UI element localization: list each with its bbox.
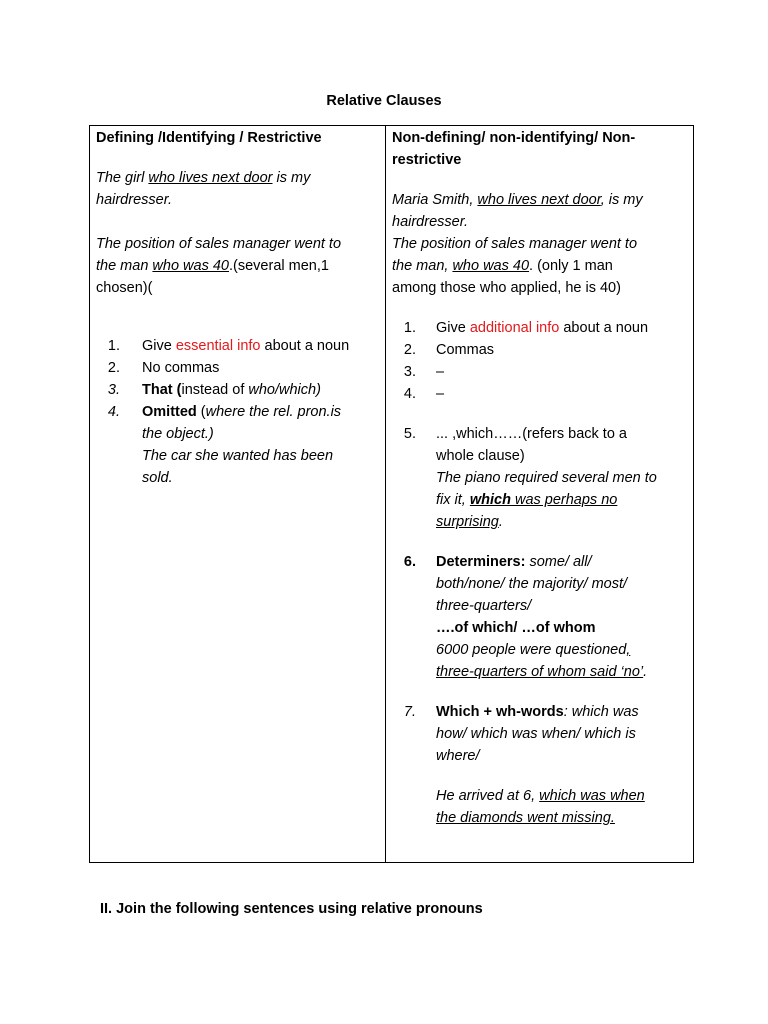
list-item-continuation: whole clause) (436, 448, 525, 464)
text: Non-defining/ non-identifying/ Non- (392, 130, 636, 146)
text: 6000 people were questioned (436, 642, 627, 658)
list-item: Commas (436, 342, 495, 358)
bold-text: That ( (142, 382, 182, 398)
list-item-continuation (436, 489, 617, 511)
text: , is my (600, 192, 643, 208)
list-item-continuation: The car she wanted has been (142, 448, 334, 464)
italic-text: : which was (563, 704, 639, 720)
list-item-continuation: the diamonds went missing. (436, 810, 615, 826)
underlined-clause: who lives next door (148, 170, 273, 186)
list-item-continuation: how/ which was when/ which is (436, 726, 636, 742)
list-item (436, 317, 648, 339)
list-item-continuation: three-quarters/ (436, 598, 532, 614)
list-item (436, 551, 592, 573)
non-defining-heading (392, 127, 635, 171)
list-item-continuation: ….of which/ …of whom (436, 620, 596, 636)
underlined-text: surprising (436, 514, 499, 530)
defining-column (90, 126, 386, 863)
text: instead of (181, 382, 249, 398)
defining-list (90, 335, 385, 495)
non-defining-example-1 (392, 189, 643, 233)
bold-text: Determiners: (436, 554, 526, 570)
text: about a noun (260, 338, 350, 354)
list-item-continuation: the object.) (142, 426, 214, 442)
text: fix it, (436, 492, 470, 508)
list-item: – (436, 386, 445, 402)
list-item-continuation (436, 639, 630, 661)
non-defining-column (386, 126, 694, 863)
underlined-text: three-quarters of whom said ‘no’ (436, 664, 644, 680)
list-item: ... ,which……(refers back to a (436, 426, 627, 442)
list-number: 1. (107, 338, 120, 354)
defining-example-2 (96, 233, 341, 299)
list-item (142, 335, 349, 357)
underlined-text: which was when (539, 788, 645, 804)
text: is my (272, 170, 311, 186)
list-item-continuation (436, 511, 503, 533)
list-item-continuation (436, 661, 647, 683)
list-item-continuation: sold. (142, 470, 173, 486)
list-item-continuation: The piano required several men to (436, 470, 657, 486)
underlined-text: , (626, 642, 631, 658)
list-number: 4. (403, 386, 416, 402)
text: The position of sales manager went to (96, 236, 342, 252)
list-item-continuation: where/ (436, 748, 480, 764)
defining-heading: Defining /Identifying / Restrictive (96, 130, 322, 146)
bold-text: Omitted (142, 404, 197, 420)
non-defining-example-2 (392, 233, 637, 299)
text: . (643, 664, 648, 680)
list-item-continuation: both/none/ the majority/ most/ (436, 576, 628, 592)
text: Give (142, 338, 176, 354)
text: hairdresser. (96, 192, 173, 208)
text: hairdresser. (392, 214, 469, 230)
list-number: 2. (107, 360, 120, 376)
relative-clauses-table (89, 125, 694, 863)
list-number: 3. (403, 364, 416, 380)
list-item: No commas (142, 360, 220, 376)
text: The girl (96, 170, 149, 186)
text: He arrived at 6, (436, 788, 540, 804)
list-number: 2. (403, 342, 416, 358)
non-defining-list (386, 317, 694, 837)
text: restrictive (392, 152, 462, 168)
text: the man (96, 258, 153, 274)
underlined-clause: who was 40 (452, 258, 530, 274)
highlight-text: additional info (469, 320, 560, 336)
underlined-clause: who lives next door (477, 192, 601, 208)
text: chosen)( (96, 280, 153, 296)
text: ( (196, 404, 206, 420)
list-number: 6. (403, 554, 416, 570)
text: The position of sales manager went to (392, 236, 638, 252)
section-heading: II. Join the following sentences using relative pronouns (100, 901, 483, 917)
text: .(several men,1 (229, 258, 329, 274)
list-item (436, 701, 639, 723)
list-number: 1. (403, 320, 416, 336)
list-number: 4. (107, 404, 120, 420)
text: about a noun (559, 320, 649, 336)
list-item-continuation (436, 785, 645, 807)
bold-underlined-text: which (469, 492, 511, 508)
bold-text: Which + wh-words (436, 704, 564, 720)
italic-text: who/which) (248, 382, 321, 398)
underlined-text: was perhaps no (510, 492, 618, 508)
text: the man, (392, 258, 453, 274)
defining-example-1 (96, 167, 310, 211)
list-item (142, 379, 321, 401)
text: Maria Smith, (392, 192, 478, 208)
list-number: 7. (403, 704, 416, 720)
italic-text: where the rel. pron.is (205, 404, 342, 420)
text: . (only 1 man (529, 258, 613, 274)
highlight-text: essential info (175, 338, 261, 354)
page-title: Relative Clauses (326, 93, 442, 109)
text: Give (436, 320, 470, 336)
list-item (142, 401, 341, 423)
text: . (498, 514, 503, 530)
italic-text: some/ all/ (525, 554, 592, 570)
list-number: 3. (107, 382, 120, 398)
underlined-clause: who was 40 (152, 258, 229, 274)
list-item: – (436, 364, 445, 380)
list-number: 5. (403, 426, 416, 442)
text: among those who applied, he is 40) (392, 280, 621, 296)
